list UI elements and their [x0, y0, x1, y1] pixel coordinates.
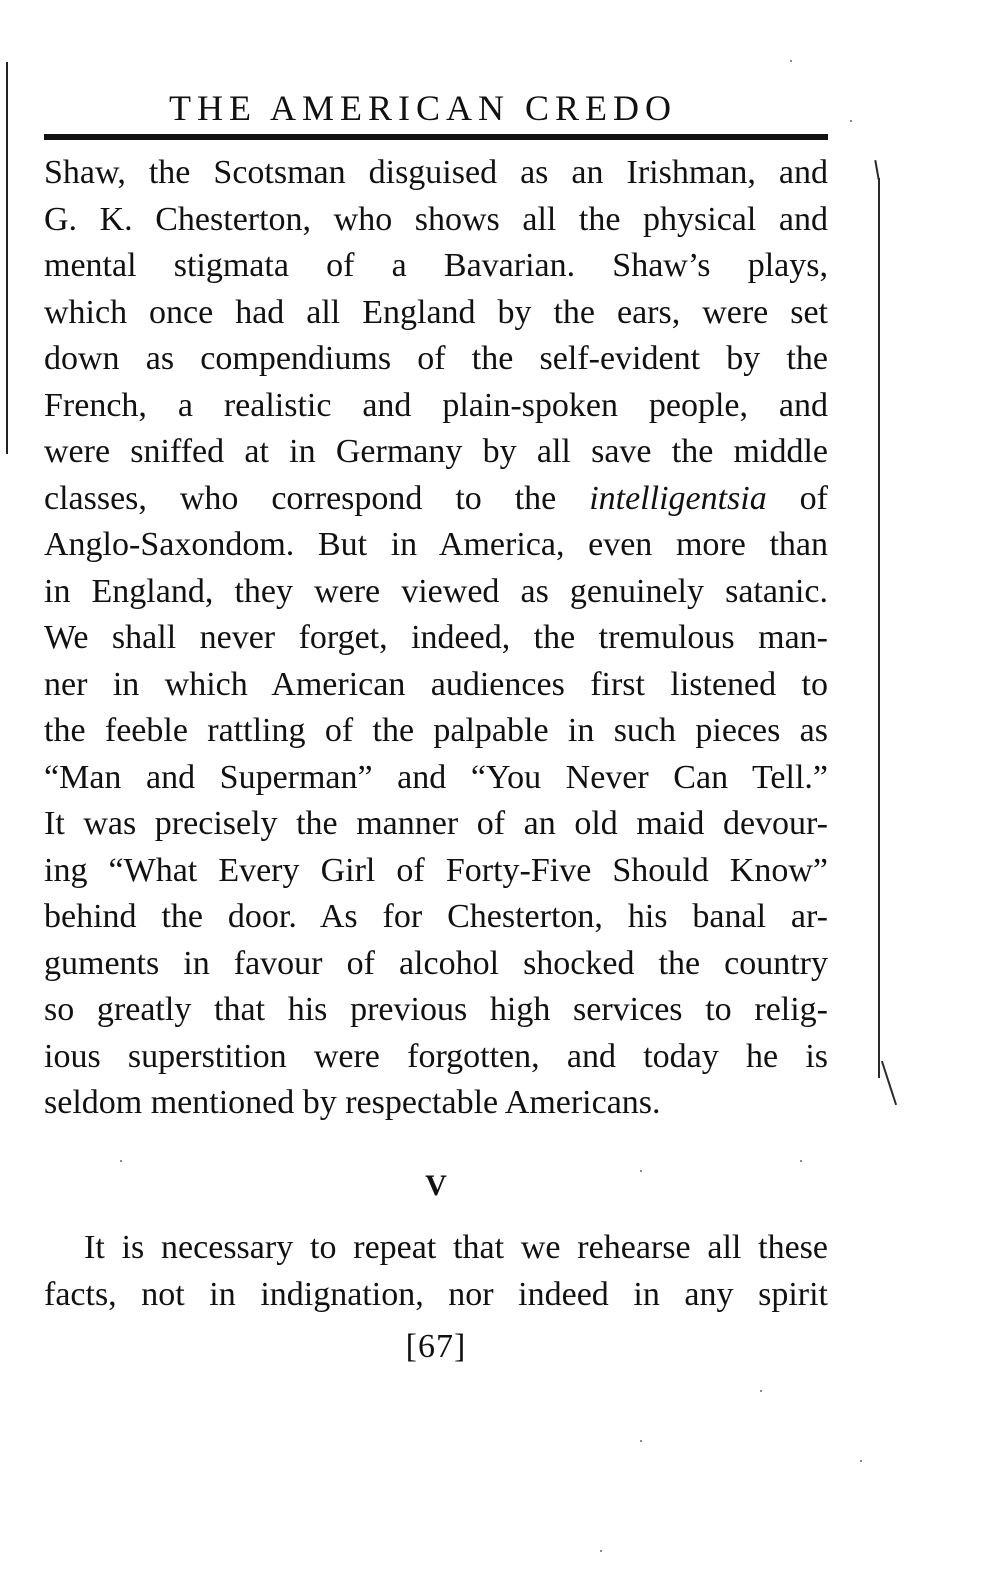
text-line: French, a realistic and plain-spoken people, and: [44, 386, 828, 424]
text-line: It was precisely the manner of an old maid devour-: [44, 805, 828, 842]
text-line: were sniffed at in Germany by all save the middle: [44, 433, 828, 470]
text-segment: classes, who correspond to the: [44, 479, 557, 517]
text-line: guments in favour of alcohol shocked the country: [44, 944, 828, 982]
text-line: which once had all England by the ears, were set: [44, 293, 828, 331]
text-line: the feeble rattling of the palpable in such pieces as: [44, 712, 828, 749]
text-line: ious superstition were forgotten, and today he is: [44, 1037, 828, 1075]
text-line: down as compendiums of the self-evident by the: [44, 340, 828, 377]
section-paragraph: [44, 1225, 828, 1318]
body-paragraph: [44, 150, 828, 1127]
text-line: mental stigmata of a Bavarian. Shaw’s plays,: [44, 247, 828, 284]
text-line: facts, not in indignation, nor indeed in any spirit: [44, 1275, 828, 1313]
scan-speck: [640, 1440, 642, 1442]
text-line: so greatly that his previous high services to relig-: [44, 991, 828, 1028]
header-rule: [44, 134, 828, 140]
scan-speck: [860, 1460, 862, 1462]
text-line: It is necessary to repeat that we rehearse all these: [84, 1229, 828, 1266]
scan-speck: [640, 1170, 642, 1172]
scan-speck: [790, 60, 792, 62]
section-numeral: V: [425, 1169, 447, 1202]
text-line: seldom mentioned by respectable Americans.: [44, 1084, 661, 1121]
text-line: “Man and Superman” and “You Never Can Tell.”: [44, 758, 828, 796]
text-line: Anglo-Saxondom. But in America, even more than: [44, 526, 828, 563]
margin-bracket-top: [874, 160, 879, 180]
text-line: ner in which American audiences first listened to: [44, 665, 828, 703]
text-line: We shall never forget, indeed, the tremulous man-: [44, 619, 828, 656]
scan-speck: [850, 120, 852, 122]
text-line: G. K. Chesterton, who shows all the physical and: [44, 200, 828, 238]
text-line: ing “What Every Girl of Forty-Five Should Know”: [44, 851, 828, 889]
italic-term: intelligentsia: [589, 479, 767, 517]
margin-bracket-bottom: [881, 1061, 897, 1105]
scan-speck: [760, 1390, 762, 1392]
text-line: [44, 476, 828, 523]
page-number: [67]: [405, 1328, 467, 1365]
scan-speck: [800, 1160, 802, 1162]
text-line: in England, they were viewed as genuinely satanic.: [44, 572, 828, 610]
text-segment: of: [799, 479, 828, 517]
gutter-scan-mark: [6, 62, 8, 454]
scan-speck: [600, 1550, 602, 1552]
text-line: Shaw, the Scotsman disguised as an Irishman, and: [44, 154, 828, 191]
margin-bracket: [878, 178, 880, 1078]
text-line: behind the door. As for Chesterton, his banal ar-: [44, 898, 828, 935]
scan-speck: [120, 1160, 122, 1162]
running-head: THE AMERICAN CREDO: [168, 88, 677, 128]
